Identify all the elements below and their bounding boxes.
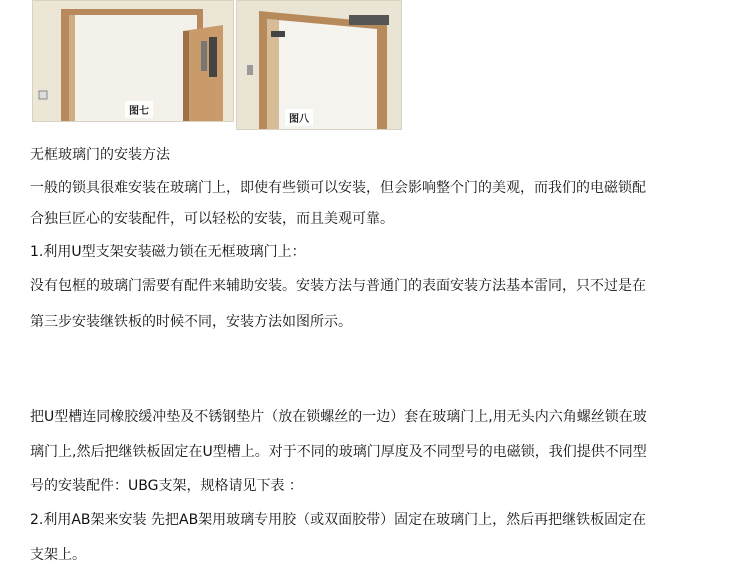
subsection-heading: 1.利用U型支架安装磁力锁在无框玻璃门上： [30, 244, 306, 260]
paragraph-line: 把U型槽连同橡胶缓冲垫及不锈钢垫片（放在锁螺丝的一边）套在玻璃门上,用无头内六角螺丝锁在玻 [30, 409, 647, 425]
paragraph-line: 第三步安装继铁板的时候不同，安装方法如图所示。 [30, 314, 352, 330]
paragraph-line: 支架上。 [30, 547, 86, 563]
paragraph-line: 没有包框的玻璃门需要有配件来辅助安装。安装方法与普通门的表面安装方法基本雷同，只不过是在 [30, 278, 646, 294]
figure-7-caption: 图七 [125, 101, 153, 118]
paragraph-line: 合独巨匠心的安装配件，可以轻松的安装，而且美观可靠。 [30, 211, 394, 227]
figure-7-image [32, 0, 234, 122]
paragraph-line: 璃门上,然后把继铁板固定在U型槽上。对于不同的玻璃门厚度及不同型号的电磁锁，我们提供不同型 [30, 444, 647, 460]
door-illustration-8 [237, 1, 401, 129]
paragraph-line: 号的安装配件：UBG支架，规格请见下表 ： [30, 478, 303, 494]
figure-8-caption: 图八 [285, 109, 313, 126]
section-heading: 无框玻璃门的安装方法 [30, 147, 170, 163]
figure-8-image [236, 0, 402, 130]
paragraph-line: 一般的锁具很难安装在玻璃门上，即使有些锁可以安装，但会影响整个门的美观，而我们的电磁锁配 [30, 180, 646, 196]
subsection-heading: 2.利用AB架来安装 先把AB架用玻璃专用胶（或双面胶带）固定在玻璃门上，然后再把继铁板固定在 [30, 512, 647, 528]
